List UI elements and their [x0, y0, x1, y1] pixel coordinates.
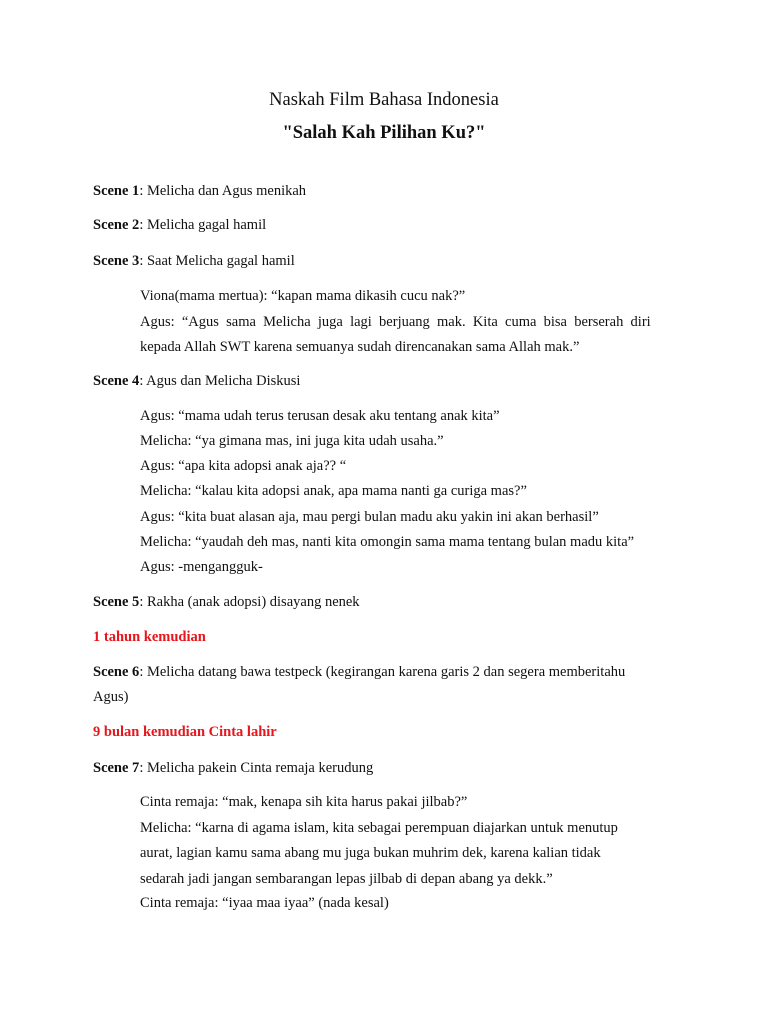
- scene-label: Scene 7: [93, 760, 140, 776]
- dialog-line: Melicha: “karna di agama islam, kita sebagai perempuan diajarkan untuk menutup: [140, 820, 618, 836]
- dialog-line: Melicha: “yaudah deh mas, nanti kita omongin sama mama tentang bulan madu kita”: [140, 534, 635, 550]
- dialog-line: Agus: “mama udah terus terusan desak aku tentang anak kita”: [140, 408, 500, 424]
- dialog-line: kepada Allah SWT karena semuanya sudah direncanakan sama Allah mak.”: [140, 339, 580, 355]
- scene-description: : Melicha dan Agus menikah: [139, 183, 307, 199]
- scene-description: : Agus dan Melicha Diskusi: [139, 373, 301, 389]
- scene-7: [93, 759, 373, 777]
- scene-6: [93, 663, 625, 681]
- dialog-line: Melicha: “ya gimana mas, ini juga kita udah usaha.”: [140, 433, 444, 449]
- scene-6-continued: Agus): [93, 689, 129, 705]
- dialog-line: Agus: -mengangguk-: [140, 559, 263, 575]
- scene-label: Scene 1: [93, 183, 140, 199]
- scene-4: [93, 372, 300, 390]
- time-skip-note: 1 tahun kemudian: [93, 629, 206, 645]
- dialog-line: Agus: “kita buat alasan aja, mau pergi bulan madu aku yakin ini akan berhasil”: [140, 509, 599, 525]
- scene-5: [93, 593, 360, 611]
- scene-description: : Saat Melicha gagal hamil: [139, 253, 295, 269]
- scene-label: Scene 3: [93, 253, 140, 269]
- scene-label: Scene 2: [93, 217, 140, 233]
- scene-2: [93, 216, 266, 234]
- scene-label: Scene 4: [93, 373, 140, 389]
- scene-description: : Melicha pakein Cinta remaja kerudung: [139, 760, 374, 776]
- dialog-line: Agus: “Agus sama Melicha juga lagi berjuang mak. Kita cuma bisa berserah diri: [140, 314, 651, 330]
- dialog-line: Viona(mama mertua): “kapan mama dikasih cucu nak?”: [140, 288, 466, 304]
- dialog-line: Cinta remaja: “iyaa maa iyaa” (nada kesal): [140, 895, 389, 911]
- dialog-line: Melicha: “kalau kita adopsi anak, apa mama nanti ga curiga mas?”: [140, 483, 527, 499]
- scene-description: : Rakha (anak adopsi) disayang nenek: [139, 594, 360, 610]
- scene-1: [93, 182, 306, 200]
- dialog-line: aurat, lagian kamu sama abang mu juga bukan muhrim dek, karena kalian tidak: [140, 845, 601, 861]
- scene-description: : Melicha gagal hamil: [139, 217, 267, 233]
- dialog-line: Agus: “apa kita adopsi anak aja?? “: [140, 458, 347, 474]
- document-title: Naskah Film Bahasa Indonesia: [269, 90, 499, 110]
- time-skip-note: 9 bulan kemudian Cinta lahir: [93, 724, 277, 740]
- dialog-line: Cinta remaja: “mak, kenapa sih kita harus pakai jilbab?”: [140, 794, 468, 810]
- dialog-line-justified: [140, 313, 674, 331]
- scene-label: Scene 5: [93, 594, 140, 610]
- scene-description: : Melicha datang bawa testpeck (kegirangan karena garis 2 dan segera memberitahu: [139, 664, 626, 680]
- film-title: "Salah Kah Pilihan Ku?": [282, 123, 486, 143]
- scene-3: [93, 252, 295, 270]
- scene-label: Scene 6: [93, 664, 140, 680]
- dialog-line: sedarah jadi jangan sembarangan lepas jilbab di depan abang ya dekk.”: [140, 871, 553, 887]
